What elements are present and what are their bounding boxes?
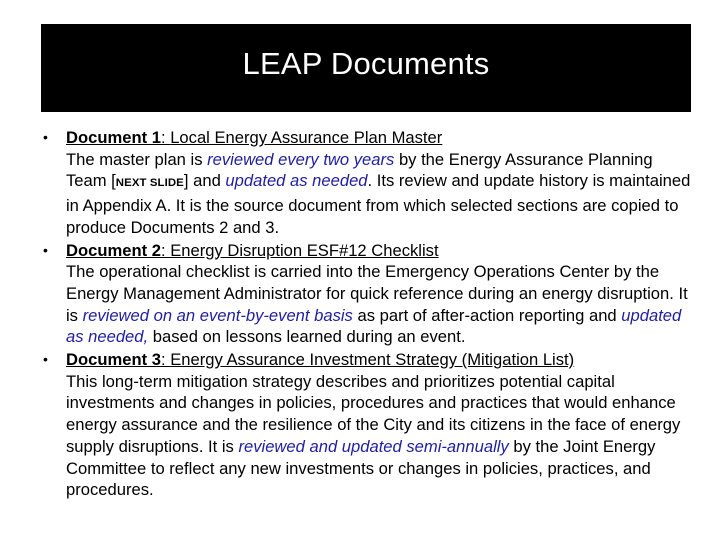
bullet-point-icon: • bbox=[43, 351, 48, 368]
document-separator: : bbox=[160, 128, 171, 147]
emphasis-text: reviewed and updated semi-annually bbox=[238, 436, 509, 456]
document-label: Document 3 bbox=[66, 350, 161, 370]
body-text: The operational checklist is carried into the Emergency Operations Center by the Energy Management Administrator for quick reference during an energy disruption. It is bbox=[66, 262, 688, 325]
bullet-point-icon: • bbox=[43, 241, 48, 258]
document-title: Energy Disruption ESF#12 Checklist bbox=[170, 240, 439, 260]
document-title: Energy Assurance Investment Strategy (Mitigation List) bbox=[170, 350, 575, 370]
list-item-content bbox=[66, 349, 696, 501]
page-title: LEAP Documents bbox=[242, 46, 490, 81]
document-separator: : bbox=[160, 240, 171, 260]
body-text: The master plan is bbox=[66, 149, 208, 169]
body-text: based on lessons learned during an event. bbox=[148, 327, 466, 347]
emphasis-text: reviewed every two years bbox=[207, 149, 395, 169]
bullet-list bbox=[34, 127, 696, 501]
emphasis-text: updated as needed, bbox=[66, 305, 682, 347]
body-text: by the Energy Assurance Planning Team [ bbox=[66, 149, 653, 191]
document-description bbox=[66, 371, 696, 501]
document-separator: : bbox=[160, 350, 171, 370]
body-text: by the Joint Energy Committee to reflect any new investments or changes in policies, practices, and procedures. bbox=[66, 436, 656, 500]
document-heading bbox=[66, 127, 696, 149]
document-description bbox=[66, 149, 696, 239]
document-title: Local Energy Assurance Plan Master bbox=[170, 128, 443, 147]
next-slide-marker: NEXT SLIDE bbox=[115, 177, 184, 190]
body-text: ] and bbox=[183, 171, 226, 191]
emphasis-text: updated as needed bbox=[225, 171, 368, 191]
slide-body bbox=[34, 127, 696, 501]
document-label: Document 2 bbox=[66, 240, 161, 260]
title-banner bbox=[41, 24, 691, 112]
list-item-content bbox=[66, 240, 696, 349]
list-item bbox=[34, 127, 696, 239]
list-item bbox=[34, 349, 696, 501]
list-item bbox=[34, 240, 696, 349]
document-heading bbox=[66, 240, 696, 262]
bullet-point-icon: • bbox=[43, 129, 48, 145]
document-heading bbox=[66, 349, 696, 371]
body-text: as part of after-action reporting and bbox=[352, 305, 622, 325]
document-label: Document 1 bbox=[66, 128, 161, 147]
list-item-content bbox=[66, 127, 696, 239]
emphasis-text: reviewed on an event-by-event basis bbox=[82, 305, 353, 325]
body-text: This long-term mitigation strategy describes and prioritizes potential capital investments and changes in policies, procedures and practices that would enhance energy assurance and the resilience of the City and its citizens in the face of energy supply disruptions. It is bbox=[66, 371, 681, 456]
document-description bbox=[66, 261, 696, 348]
body-text: . Its review and update history is maintained in Appendix A. It is the source document from which selected sections are copied to produce Documents 2 and 3. bbox=[66, 171, 691, 237]
